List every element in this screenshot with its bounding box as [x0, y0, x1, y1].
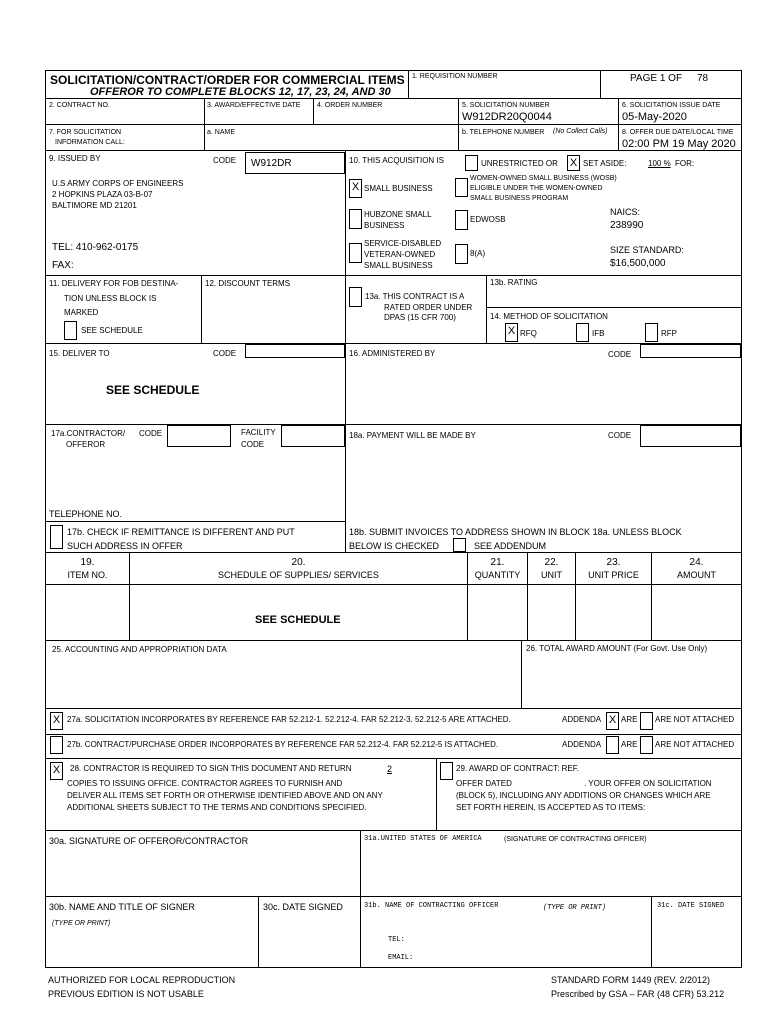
contractor-label-2: OFFEROR [66, 440, 106, 449]
requisition-label: 1. REQUISITION NUMBER [412, 73, 498, 80]
col-unit-price: UNIT PRICE [588, 570, 639, 580]
schedule-see-schedule: SEE SCHEDULE [255, 614, 341, 626]
block-27a-checkbox[interactable]: X [50, 712, 63, 730]
block-28-line-1: 28. CONTRACTOR IS REQUIRED TO SIGN THIS DOCUMENT AND RETURN [70, 764, 352, 773]
issuer-fax: FAX: [52, 260, 74, 271]
form-title: SOLICITATION/CONTRACT/ORDER FOR COMMERCIAL ITEMS [50, 73, 405, 87]
block-29-line-4: SET FORTH HEREIN, IS ACCEPTED AS TO ITEMS: [456, 803, 646, 812]
deliver-to-code-field[interactable] [245, 344, 345, 358]
solicitation-number-label: 5. SOLICITATION NUMBER [462, 102, 550, 109]
officer-type-note: (TYPE OR PRINT) [543, 904, 607, 912]
col-unit: UNIT [541, 570, 562, 580]
block-29-offer-dated: OFFER DATED [456, 779, 512, 788]
accounting-label: 25. ACCOUNTING AND APPROPRIATION DATA [52, 645, 227, 654]
hubzone-checkbox[interactable] [349, 209, 362, 229]
discount-terms-label: 12. DISCOUNT TERMS [205, 279, 291, 288]
block-27b-checkbox[interactable] [50, 736, 63, 754]
rated-order-checkbox[interactable] [349, 287, 362, 307]
size-standard-value: $16,500,000 [610, 258, 666, 269]
col-schedule-supplies: SCHEDULE OF SUPPLIES/ SERVICES [218, 570, 379, 580]
eight-a-label: 8(A) [470, 249, 486, 258]
footer-authorized: AUTHORIZED FOR LOCAL REPRODUCTION [48, 975, 236, 985]
block-28-checkbox[interactable]: X [50, 762, 63, 780]
remittance-label-2: SUCH ADDRESS IN OFFER [67, 541, 183, 551]
wosb-label-2: ELIGIBLE UNDER THE WOMEN-OWNED [470, 185, 603, 192]
info-call-label-1: 7. FOR SOLICITATION [49, 129, 122, 136]
block-27a-are-checkbox[interactable]: X [606, 712, 619, 730]
col-23-number: 23. [606, 557, 621, 568]
officer-name-label: 31b. NAME OF CONTRACTING OFFICER [364, 902, 499, 910]
hubzone-label-2: BUSINESS [364, 221, 405, 230]
col-amount: AMOUNT [677, 570, 716, 580]
remittance-checkbox[interactable] [50, 525, 63, 549]
administered-by-label: 16. ADMINISTERED BY [349, 349, 436, 358]
block-29-line-3: (BLOCK 5), INCLUDING ANY ADDITIONS OR CHANGES WHICH ARE [456, 791, 711, 800]
contractor-label-1: 17a.CONTRACTOR/ [51, 429, 126, 438]
rfp-checkbox[interactable] [645, 323, 658, 342]
sdvosb-checkbox[interactable] [349, 243, 362, 263]
footer-standard-form: STANDARD FORM 1449 (REV. 2/2012) [551, 975, 711, 985]
footer-prescribed-by: Prescribed by GSA – FAR (48 CFR) 53.212 [551, 989, 725, 999]
issuer-address-line-3: BALTIMORE MD 21201 [52, 201, 137, 210]
delivery-label-3: MARKED [64, 308, 99, 317]
block-28-line-2: COPIES TO ISSUING OFFICE. CONTRACTOR AGREES TO FURNISH AND [67, 779, 343, 788]
sdvosb-label-3: SMALL BUSINESS [364, 261, 433, 270]
issued-code-value: W912DR [251, 158, 292, 169]
block-28-line-3: DELIVER ALL ITEMS SET FORTH OR OTHERWISE IDENTIFIED ABOVE AND ON ANY [67, 791, 383, 800]
block-29-your-offer: . YOUR OFFER ON SOLICITATION [584, 779, 712, 788]
issuer-address-line-1: U.S ARMY CORPS OF ENGINEERS [52, 179, 184, 188]
invoice-label-1: 18b. SUBMIT INVOICES TO ADDRESS SHOWN IN BLOCK 18a. UNLESS BLOCK [349, 527, 682, 537]
acquisition-label: 10. THIS ACQUISITION IS [349, 156, 444, 165]
form-subtitle: OFFEROR TO COMPLETE BLOCKS 12, 17, 23, 24, AND 30 [90, 86, 391, 98]
signature-officer-note: (SIGNATURE OF CONTRACTING OFFICER) [504, 836, 647, 843]
block-27b-are-checkbox[interactable] [606, 736, 619, 754]
block-27b-text: 27b. CONTRACT/PURCHASE ORDER INCORPORATES BY REFERENCE FAR 52.212-4. FAR 52.212-5 IS ATTACHED. [67, 740, 499, 749]
edwosb-checkbox[interactable] [455, 210, 468, 230]
block-29-line-1: 29. AWARD OF CONTRACT: REF. [456, 764, 579, 773]
payment-code-field[interactable] [640, 425, 741, 447]
block-27b-are-not: ARE NOT ATTACHED [655, 740, 735, 749]
issued-code-label: CODE [213, 156, 237, 165]
col-21-number: 21. [490, 557, 505, 568]
unrestricted-label: UNRESTRICTED OR [481, 159, 558, 168]
signer-type-note: (TYPE OR PRINT) [52, 920, 111, 927]
wosb-label-1: WOMEN-OWNED SMALL BUSINESS (WOSB) [470, 175, 617, 182]
addendum-label: SEE ADDENDUM [474, 541, 547, 551]
signature-offeror-label: 30a. SIGNATURE OF OFFEROR/CONTRACTOR [49, 836, 249, 846]
ifb-label: IFB [592, 329, 605, 338]
block-27b-are: ARE [621, 740, 638, 749]
no-collect-note: (No Collect Calls) [553, 128, 608, 135]
set-aside-percent: 100 % [648, 159, 671, 168]
award-date-label: 3. AWARD/EFFECTIVE DATE [207, 102, 301, 109]
rfq-label: RFQ [520, 329, 537, 338]
facility-label: FACILITY [241, 428, 276, 437]
method-label: 14. METHOD OF SOLICITATION [490, 312, 608, 321]
administered-code-label: CODE [608, 350, 632, 359]
issued-by-label: 9. ISSUED BY [49, 154, 101, 163]
delivery-see-schedule: SEE SCHEDULE [81, 326, 143, 335]
wosb-label-3: SMALL BUSINESS PROGRAM [470, 195, 569, 202]
block-27a-are-not: ARE NOT ATTACHED [655, 715, 735, 724]
payment-code-label: CODE [608, 431, 632, 440]
page-total: 78 [697, 73, 709, 84]
rating-label: 13b. RATING [490, 278, 538, 287]
issuer-address-line-2: 2 HOPKINS PLAZA 03-B-07 [52, 190, 153, 199]
set-aside-for: FOR: [675, 159, 695, 168]
ifb-checkbox[interactable] [576, 323, 589, 342]
sdvosb-label-1: SERVICE-DISABLED [364, 239, 442, 248]
contract-no-label: 2. CONTRACT NO. [49, 102, 110, 109]
block-27a-text: 27a. SOLICITATION INCORPORATES BY REFERENCE FAR 52.212-1. 52.212-4. FAR 52.212-3. 52.212-5 ARE ATTACHED. [67, 715, 511, 724]
facility-code-label: CODE [241, 440, 265, 449]
block-27b-addenda: ADDENDA [562, 740, 602, 749]
delivery-label-2: TION UNLESS BLOCK IS [64, 294, 157, 303]
administered-code-field[interactable] [640, 344, 741, 358]
block-27a-are-not-checkbox[interactable] [640, 712, 653, 730]
invoice-label-2: BELOW IS CHECKED [349, 541, 440, 551]
small-business-checkbox[interactable]: X [349, 179, 362, 198]
block-28-copies: 2 [387, 764, 393, 774]
small-business-label: SMALL BUSINESS [364, 184, 433, 193]
footer-previous-edition: PREVIOUS EDITION IS NOT USABLE [48, 989, 204, 999]
naics-value: 238990 [610, 220, 644, 231]
col-item-no: ITEM NO. [67, 570, 108, 580]
contractor-code-field[interactable] [167, 425, 231, 447]
eight-a-checkbox[interactable] [455, 244, 468, 264]
offer-due-value[interactable]: 02:00 PM 19 May 2020 [622, 138, 736, 150]
block-27a-are: ARE [621, 715, 638, 724]
col-22-number: 22. [544, 557, 559, 568]
deliver-to-code-label: CODE [213, 349, 237, 358]
telephone-label: b. TELEPHONE NUMBER [462, 129, 545, 136]
wosb-checkbox[interactable] [455, 178, 468, 197]
signature-usa-label: 31a.UNITED STATES OF AMERICA [364, 835, 482, 843]
size-standard-label: SIZE STANDARD: [610, 245, 684, 255]
page-label: PAGE 1 OF [630, 73, 683, 84]
unrestricted-checkbox[interactable] [465, 155, 478, 171]
officer-email-label: EMAIL: [388, 954, 414, 962]
delivery-checkbox[interactable] [64, 321, 77, 340]
block-27a-addenda: ADDENDA [562, 715, 602, 724]
issuer-telephone: TEL: 410-962-0175 [52, 242, 139, 253]
rfp-label: RFP [661, 329, 677, 338]
col-24-number: 24. [689, 557, 704, 568]
name-label: a. NAME [207, 129, 236, 136]
date-signed-label: 30c. DATE SIGNED [263, 902, 343, 912]
set-aside-checkbox[interactable]: X [567, 155, 580, 171]
telephone-no-label: TELEPHONE NO. [49, 509, 123, 519]
edwosb-label: EDWOSB [470, 215, 506, 224]
col-20-number: 20. [291, 557, 306, 568]
contractor-code-label: CODE [139, 429, 163, 438]
payment-label: 18a. PAYMENT WILL BE MADE BY [349, 431, 476, 440]
info-call-label-2: INFORMATION CALL: [55, 139, 125, 146]
naics-label: NAICS: [610, 207, 641, 217]
rfq-checkbox[interactable]: X [505, 323, 518, 342]
delivery-label-1: 11. DELIVERY FOR FOB DESTINA- [49, 279, 179, 288]
addendum-checkbox[interactable] [453, 538, 466, 552]
rated-order-label-3: DPAS (15 CFR 700) [384, 313, 456, 322]
remittance-label-1: 17b. CHECK IF REMITTANCE IS DIFFERENT AND PUT [67, 527, 295, 537]
deliver-to-see-schedule: SEE SCHEDULE [106, 383, 200, 397]
facility-code-field[interactable] [281, 425, 345, 447]
set-aside-label: SET ASIDE: [583, 159, 627, 168]
total-award-label: 26. TOTAL AWARD AMOUNT (For Govt. Use Only) [526, 644, 708, 653]
order-number-label: 4. ORDER NUMBER [317, 102, 383, 109]
sdvosb-label-2: VETERAN-OWNED [364, 250, 436, 259]
issue-date-value[interactable]: 05-May-2020 [622, 111, 687, 123]
rated-order-label-2: RATED ORDER UNDER [384, 303, 473, 312]
deliver-to-label: 15. DELIVER TO [49, 349, 110, 358]
issue-date-label: 6. SOLICITATION ISSUE DATE [622, 102, 721, 109]
offer-due-label: 8. OFFER DUE DATE/LOCAL TIME [622, 129, 734, 136]
rated-order-label-1: 13a. THIS CONTRACT IS A [365, 292, 465, 301]
block-27b-are-not-checkbox[interactable] [640, 736, 653, 754]
block-28-line-4: ADDITIONAL SHEETS SUBJECT TO THE TERMS AND CONDITIONS SPECIFIED. [67, 803, 367, 812]
solicitation-number-value[interactable]: W912DR20Q0044 [462, 111, 552, 123]
hubzone-label-1: HUBZONE SMALL [364, 210, 432, 219]
officer-date-label: 31c. DATE SIGNED [657, 902, 725, 910]
col-19-number: 19. [80, 557, 95, 568]
signer-name-label: 30b. NAME AND TITLE OF SIGNER [49, 902, 195, 912]
block-29-checkbox[interactable] [440, 762, 453, 780]
col-quantity: QUANTITY [474, 570, 521, 580]
officer-tel-label: TEL: [388, 936, 405, 944]
